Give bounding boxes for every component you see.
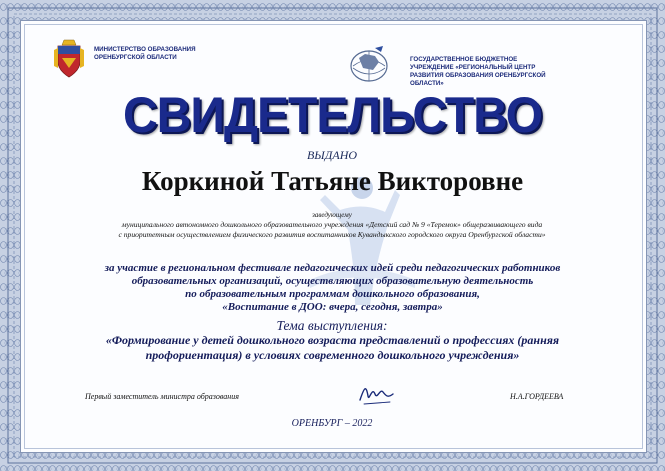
regional-center-header	[345, 38, 585, 88]
recipient-name: Коркиной Татьяне Викторовне	[141, 166, 524, 196]
footer-city-year: ОРЕНБУРГ – 2022	[291, 418, 373, 429]
center-line-2: УЧРЕЖДЕНИЕ «РЕГИОНАЛЬНЫЙ ЦЕНТР	[410, 64, 536, 71]
presentation-topic	[45, 333, 620, 363]
org-line-2: с приоритетным осуществлением физического развития воспитанников Кувандыкского городского округа Оренбургской области»	[118, 230, 546, 239]
topic-line-2: профориентация) в условиях современного дошкольного учреждения»	[145, 348, 520, 362]
ministry-line-2: ОРЕНБУРГСКОЙ ОБЛАСТИ	[94, 54, 177, 61]
ministry-header	[52, 38, 222, 78]
regional-center-name	[410, 56, 585, 88]
reason-line-2: образовательных организаций, осуществляющих образовательную деятельность	[131, 275, 534, 287]
ministry-line-1: МИНИСТЕРСТВО ОБРАЗОВАНИЯ	[94, 46, 196, 53]
reason-line-1: за участие в региональном фестивале педагогических идей среди педагогических работников	[104, 262, 561, 274]
coat-of-arms-icon	[52, 38, 86, 80]
recipient-position: заведующему	[312, 211, 352, 219]
org-line-1: муниципального автономного дошкольного образовательного учреждения «Детский сад № 9 «Теремок» общеразвивающего вида	[121, 220, 543, 229]
certificate-title: СВИДЕТЕЛЬСТВО	[123, 87, 542, 144]
organization-name	[42, 220, 622, 240]
center-line-4: ОБЛАСТИ»	[410, 80, 444, 87]
topic-label: Тема выступления:	[276, 318, 388, 333]
signer-title: Первый заместитель министра образования	[85, 392, 239, 401]
signature-icon	[356, 378, 396, 408]
reason-line-3: по образовательным программам дошкольного образования,	[185, 288, 480, 300]
center-line-1: ГОСУДАРСТВЕННОЕ БЮДЖЕТНОЕ	[410, 56, 518, 63]
topic-line-1: «Формирование у детей дошкольного возраста представлений о профессиях (ранняя	[105, 333, 560, 347]
issued-label: ВЫДАНО	[306, 148, 358, 162]
ministry-name	[94, 46, 224, 62]
award-reason	[40, 262, 625, 314]
signer-name: Н.А.ГОРДЕЕВА	[510, 392, 564, 401]
reason-line-4: «Воспитание в ДОО: вчера, сегодня, завтра»	[222, 301, 443, 313]
center-line-3: РАЗВИТИЯ ОБРАЗОВАНИЯ ОРЕНБУРГСКОЙ	[410, 72, 546, 79]
globe-logo-icon	[345, 44, 393, 84]
